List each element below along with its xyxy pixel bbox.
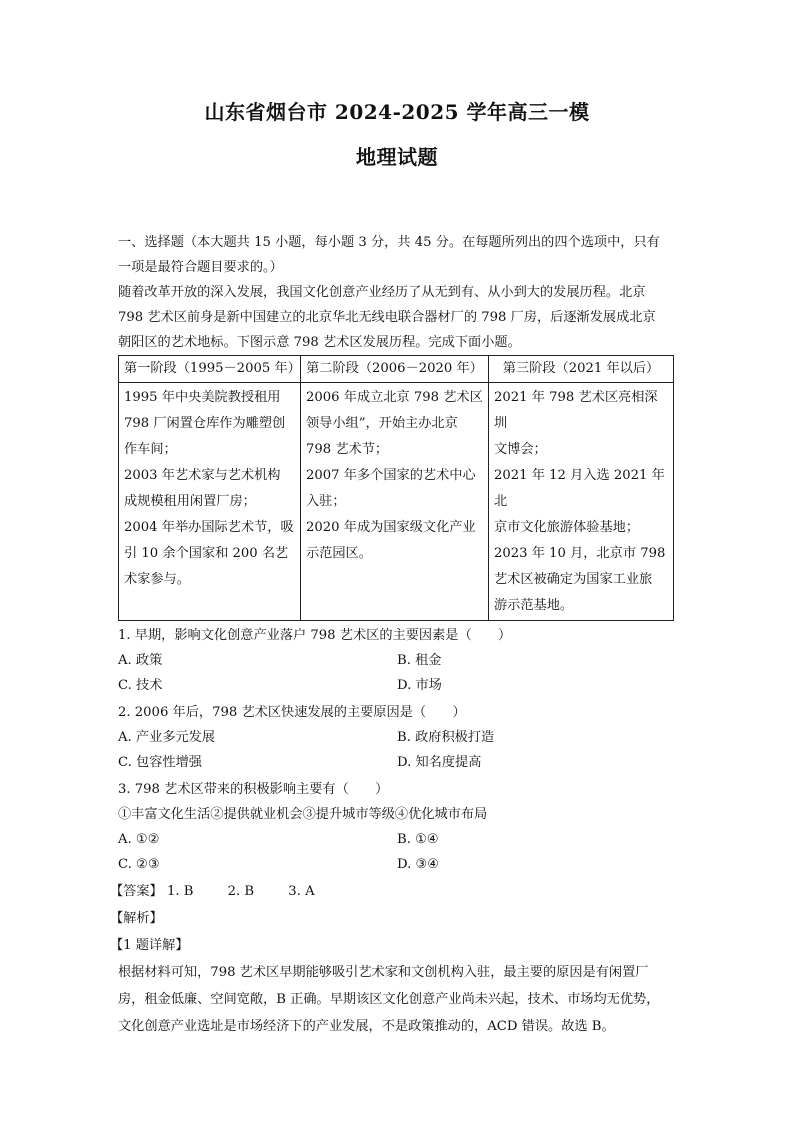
- answer-line: [110, 879, 676, 904]
- cell-line: 领导小组”，开始主办北京: [306, 416, 458, 431]
- option-d: D. 市场: [397, 678, 442, 693]
- cell-line: 798 厂闲置仓库作为雕塑创: [124, 416, 286, 431]
- answer-label: 【答案】: [110, 884, 163, 899]
- cell-line: 术家参与。: [124, 572, 190, 587]
- cell-line: 艺术区被确定为国家工业旅: [494, 572, 653, 587]
- section-heading: 一、选择题（本大题共 15 小题，每小题 3 分，共 45 分。在每题所列出的四个选项中，只有: [118, 235, 660, 250]
- analysis-text: 根据材料可知，798 艺术区早期能够吸引艺术家和文创机构入驻，最主要的原因是有闲置厂: [118, 965, 649, 980]
- answer-item: 3. A: [288, 884, 315, 899]
- document-title: 山东省烟台市 2024-2025 学年高三一模: [204, 100, 590, 124]
- cell-line: 京市文化旅游体验基地；: [494, 520, 640, 535]
- cell-line: 798 艺术节；: [306, 442, 389, 457]
- option-c: C. 包容性增强: [118, 755, 202, 770]
- table-cell-stage1: [119, 383, 301, 621]
- question-3-statements: ①丰富文化生活②提供就业机会③提升城市等级④优化城市布局: [118, 807, 488, 822]
- answer-item: 1. B: [166, 884, 194, 899]
- table-cell-stage2: [301, 383, 489, 621]
- question-1-options-row1: [118, 648, 676, 673]
- question-1-options-row2: [118, 673, 676, 698]
- option-c: C. ②③: [118, 857, 160, 872]
- question-3-stem: 3. 798 艺术区带来的积极影响主要有（ ）: [118, 782, 389, 797]
- table-row: [119, 383, 674, 621]
- option-b: B. 政府积极打造: [397, 730, 495, 745]
- cell-line: 游示范基地。: [494, 598, 574, 613]
- option-a: A. 产业多元发展: [118, 730, 216, 745]
- question-2-options-row1: [118, 725, 676, 750]
- section-heading-cont: 一项是最符合题目要求的。）: [118, 260, 283, 275]
- cell-line: 2023 年 10 月，北京市 798: [494, 546, 666, 561]
- option-b: B. 租金: [397, 653, 442, 668]
- option-a: A. 政策: [118, 653, 163, 668]
- cell-line: 2003 年艺术家与艺术机构: [124, 468, 281, 483]
- question-3-options-row2: [118, 852, 676, 877]
- cell-line: 2021 年 12 月入选 2021 年北: [494, 468, 665, 509]
- question-1-stem: 1. 早期，影响文化创意产业落户 798 艺术区的主要因素是（ ）: [118, 628, 512, 643]
- cell-line: 2004 年举办国际艺术节，吸: [124, 520, 294, 535]
- document-subtitle: 地理试题: [356, 145, 438, 169]
- table-cell-stage3: [489, 383, 674, 621]
- option-d: D. ③④: [397, 857, 440, 872]
- analysis-text: 文化创意产业选址是市场经济下的产业发展，不是政策推动的，ACD 错误。故选 B。: [118, 1019, 615, 1034]
- cell-line: 入驻；: [306, 494, 346, 509]
- cell-line: 2007 年多个国家的艺术中心: [306, 468, 476, 483]
- analysis-text: 房，租金低廉、空间宽敞，B 正确。早期该区文化创意产业尚未兴起，技术、市场均无优势，: [118, 992, 660, 1007]
- table-header-stage2: 第二阶段（2006－2020 年）: [301, 356, 489, 383]
- intro-text: 随着改革开放的深入发展，我国文化创意产业经历了从无到有、从小到大的发展历程。北京: [118, 285, 646, 300]
- question-3-options-row1: [118, 827, 676, 852]
- cell-line: 作车间；: [124, 442, 177, 457]
- question-2-options-row2: [118, 750, 676, 775]
- cell-line: 示范园区。: [306, 546, 372, 561]
- intro-text: 798 艺术区前身是新中国建立的北京华北无线电联合器材厂的 798 厂房，后逐渐发展成北京: [118, 310, 656, 325]
- cell-line: 2021 年 798 艺术区亮相深圳: [494, 390, 658, 431]
- cell-line: 1995 年中央美院教授租用: [124, 390, 281, 405]
- question-2-stem: 2. 2006 年后，798 艺术区快速发展的主要原因是（ ）: [118, 705, 466, 720]
- intro-text: 朝阳区的艺术地标。下图示意 798 艺术区发展历程。完成下面小题。: [118, 335, 521, 350]
- option-b: B. ①④: [397, 832, 439, 847]
- cell-line: 文博会；: [494, 442, 547, 457]
- analysis-sub-label: 【1 题详解】: [110, 938, 189, 953]
- table-header-stage3: 第三阶段（2021 年以后）: [489, 356, 674, 383]
- option-d: D. 知名度提高: [397, 755, 482, 770]
- table-header-stage1: 第一阶段（1995－2005 年）: [119, 356, 301, 383]
- option-c: C. 技术: [118, 678, 163, 693]
- analysis-label: 【解析】: [110, 911, 163, 926]
- answer-item: 2. B: [227, 884, 255, 899]
- cell-line: 2006 年成立北京 798 艺术区: [306, 390, 483, 405]
- cell-line: 2020 年成为国家级文化产业: [306, 520, 476, 535]
- option-a: A. ①②: [118, 832, 160, 847]
- development-table: [118, 355, 674, 621]
- document-body: [110, 230, 676, 1039]
- cell-line: 成规模租用闲置厂房；: [124, 494, 256, 509]
- table-header-row: [119, 356, 674, 383]
- cell-line: 引 10 余个国家和 200 名艺: [124, 546, 289, 561]
